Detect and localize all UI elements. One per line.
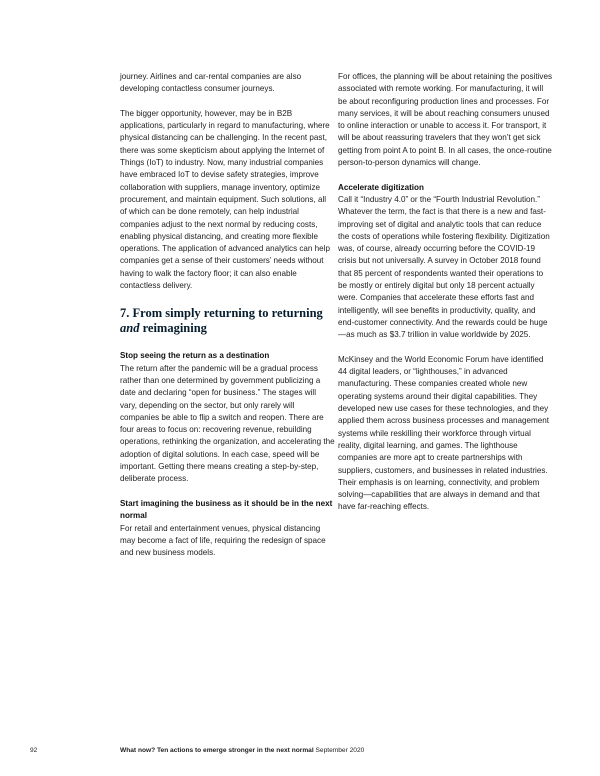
right-paragraph-1: For offices, the planning will be about retaining the positives associated with remote working. For manufacturing, it will be about reconfiguring production lines and processes. For many services, it will be about reaching consumers unused to online interaction or unable to access it. For transport, it will be about reassuring travelers that they won’t get sick getting from point A to point B. In all cases, the once-routine person-to-person dynamics will change. <box>338 72 553 168</box>
right-paragraph-2: Call it “Industry 4.0” or the “Fourth Industrial Revolution.” Whatever the term, the fact is that there is a new and fast-improving set of digital and analytic tools that can reduce the costs of operations while fostering flexibility. Digitization was, of course, already occurring before the COVID-19 crisis but not universally. A survey in October 2018 found that 85 percent of respondents wanted their operations to be mostly or entirely digital but only 18 percent actually were. Companies that accelerate these efforts fast and intelligently, will see benefits in productivity, quality, and end-customer connectivity. And the rewards could be huge—as much as $3.7 trillion in value worldwide by 2025. <box>338 194 550 340</box>
left-paragraph-1: journey. Airlines and car-rental companies are also developing contactless consumer journeys. <box>120 72 302 94</box>
right-paragraph-3: McKinsey and the World Economic Forum have identified 44 digital leaders, or “lighthouses,” in advanced manufacturing. These companies created whole new operating systems around their digital capabilities. They developed new use cases for these technologies, and they applied them across business processes and management systems while reskilling their workforce through virtual reality, digital learning, and games. The lighthouse companies are more apt to create partnerships with suppliers, customers, and businesses in related industries. Their emphasis is on learning, connectivity, and problem solving—capabilities that are always in demand and that have far-reaching effects. <box>338 354 550 512</box>
footer-title: What now? Ten actions to emerge stronger in the next normal <box>120 747 314 754</box>
section-heading-italic: and <box>120 321 140 336</box>
page-footer <box>30 746 570 755</box>
section-number: 7. <box>120 306 130 321</box>
footer-date: September 2020 <box>315 747 365 754</box>
section-heading-text: From simply returning to returning <box>132 306 323 321</box>
left-paragraph-3: The return after the pandemic will be a gradual process rather than one determined by government publicizing a date and declaring “open for business.” The stages will vary, depending on the sector, but only rarely will companies be able to flip a switch and reopen. There are four areas to focus on: recovering revenue, rebuilding operations, rethinking the organization, and accelerating the adoption of digital solutions. In each case, speed will be important. Getting there means creating a step-by-step, deliberate process. <box>120 363 335 484</box>
left-paragraph-2: The bigger opportunity, however, may be in B2B applications, particularly in regard to manufacturing, where physical distancing can be challenging. In the recent past, there was some skepticism about applying the Internet of Things (IoT) to industry. Now, many industrial companies have embraced IoT to devise safety strategies, improve collaboration with suppliers, manage inventory, optimize procurement, and maintain equipment. Such solutions, all of which can be done remotely, can help industrial companies adjust to the next normal by reducing costs, enabling physical distancing, and creating more flexible operations. The application of advanced analytics can help companies get a sense of their customers’ needs without having to walk the factory floor; it can also enable contactless delivery. <box>120 108 330 291</box>
left-paragraph-4: For retail and entertainment venues, physical distancing may become a fact of life, requiring the redesign of space and new business models. <box>120 523 326 558</box>
section-heading-text-end: reimagining <box>142 321 207 336</box>
section-heading <box>120 306 335 336</box>
subheading-stop-seeing: Stop seeing the return as a destination <box>120 351 270 361</box>
right-column <box>338 71 553 514</box>
page-number: 92 <box>30 747 38 754</box>
subheading-accelerate-digitization: Accelerate digitization <box>338 182 424 192</box>
subheading-start-imagining: Start imagining the business as it should be in the next normal <box>120 498 333 521</box>
left-column <box>120 71 335 559</box>
